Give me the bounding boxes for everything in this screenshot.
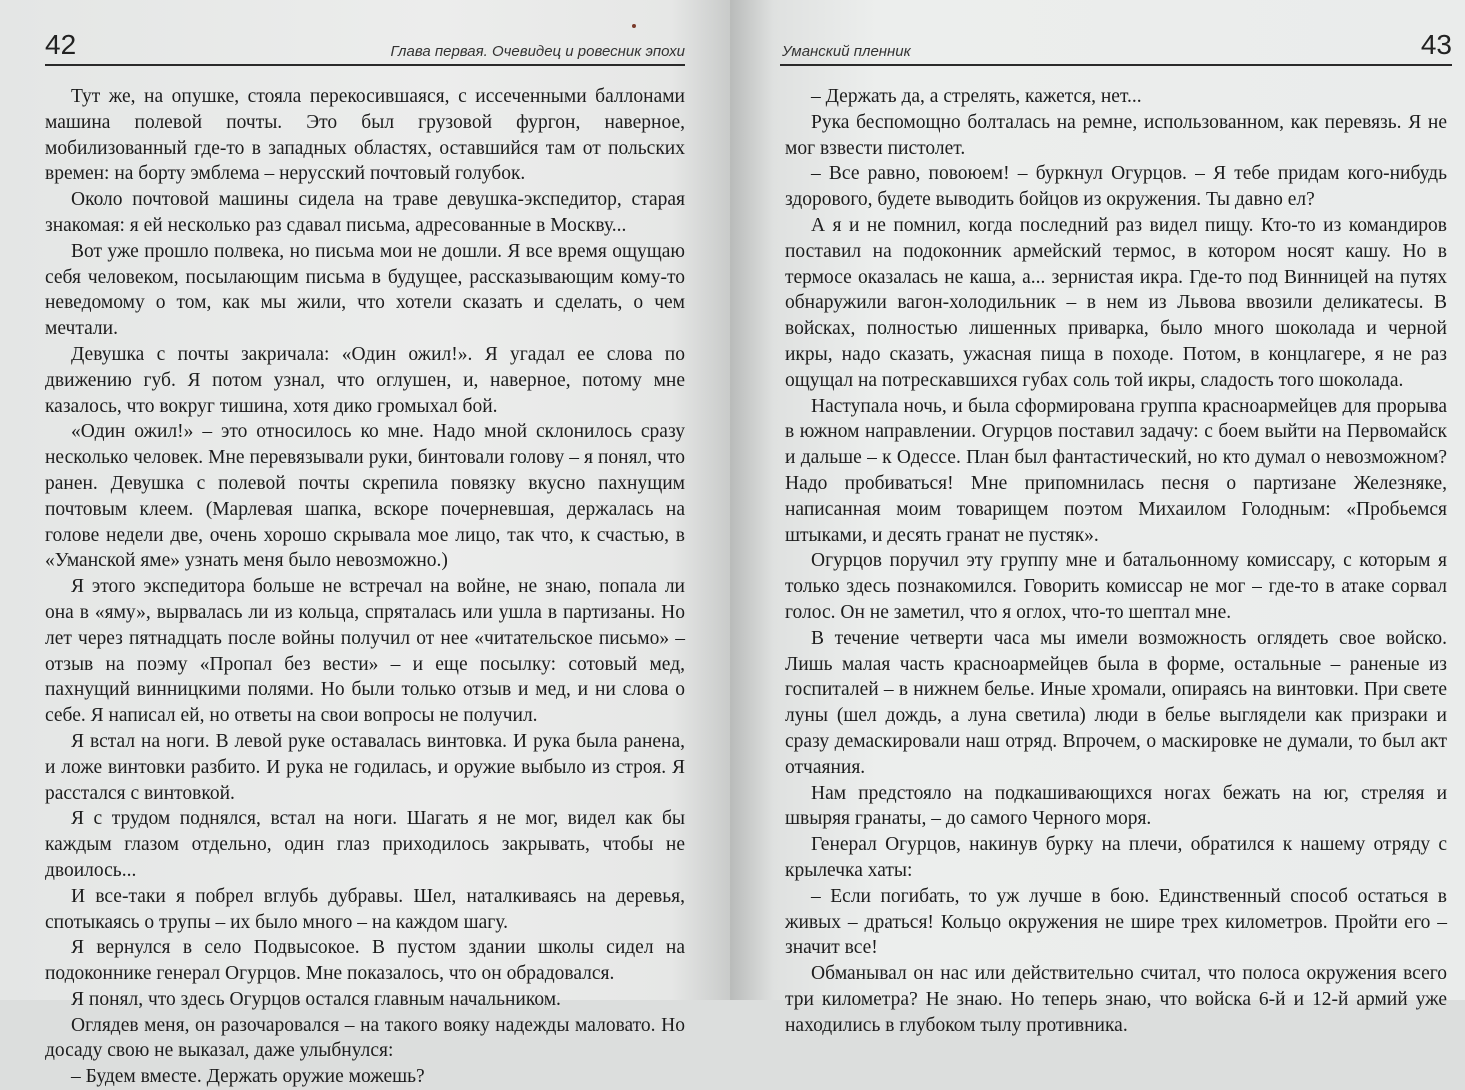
running-head-right (780, 22, 1452, 66)
paragraph: Генерал Огурцов, накинув бурку на плечи, обратился к нашему отряду с крылечка хаты: (785, 834, 1447, 881)
right-page (730, 0, 1465, 1036)
left-page-text (45, 84, 685, 1090)
page-number-right: 43 (1420, 29, 1452, 60)
paragraph: «Один ожил!» – это относилось ко мне. Надо мной склонилось сразу несколько человек. Мне перевязывали руки, бинтовали голову – я понял, что ранен. Девушка с полевой почты скрепила повязку вкусно пахнущим почтовым клеем. (Марлевая шапка, вскоре почерневшая, держалась на голове недели две, очень хорошо скрывала мое лицо, так что, к счастью, в «Уманской яме» узнать меня было невозможно.) (45, 421, 685, 572)
paragraph: Я понял, что здесь Огурцов остался главным начальником. (71, 988, 561, 1010)
paragraph: А я и не помнил, когда последний раз видел пищу. Кто-то из командиров поставил на подоконник армейский термос, в котором носят кашу. Но в термосе оказалась не каша, а... зернистая икра. Где-то под Винницей на путях обнаружили вагон-холодильник – в нем из Львова ввозили деликатесы. В войсках, полностью лишенных приварка, было много шоколада и черной икры, надо сказать, ужасная пища в походе. Потом, в концлагере, я не раз ощущал на потрескавшихся губах соль той икры, сладость того шоколада. (785, 214, 1447, 391)
paragraph: – Все равно, повоюем! – буркнул Огурцов. – Я тебе придам кого-нибудь здорового, будете выводить бойцов из окружения. Ты давно ел? (785, 163, 1447, 211)
paragraph: Я встал на ноги. В левой руке оставалась винтовка. И рука была ранена, и ложе винтовки разбито. И рука не годилась, и оружие выбыло из строя. Я расстался с винтовкой. (45, 730, 685, 804)
paragraph: Рука беспомощно болталась на ремне, использованном, как перевязь. Я не мог взвести пистолет. (785, 111, 1447, 159)
paragraph: И все-таки я побрел вглубь дубравы. Шел, наталкиваясь на деревья, спотыкаясь о трупы – их было много – на каждом шагу. (45, 885, 685, 933)
paragraph: Девушка с почты закричала: «Один ожил!». Я угадал ее слова по движению губ. Я потом узнал, что оглушен, и, наверное, потому мне казалось, что вокруг тишина, хотя дико громыхал бой. (45, 343, 685, 417)
paragraph: Я с трудом поднялся, встал на ноги. Шагать я не мог, видел как бы каждым глазом отдельно, один глаз приходилось закрывать, чтобы не двоилось... (45, 808, 685, 881)
paragraph: В течение четверти часа мы имели возможность оглядеть свое войско. Лишь малая часть красноармейцев была в форме, остальные – раненые из госпиталей – в нижнем белье. Иные хромали, опираясь на винтовки. При свете луны (шел дождь, а луна светила) люди в белье выглядели как призраки и сразу демаскировали наш отряд. Впрочем, о маскировке не думали, то был акт отчаяния. (785, 627, 1447, 778)
chapter-title: Глава первая. Очевидец и ровесник эпохи (390, 43, 685, 60)
paragraph: Оглядев меня, он разочаровался – на такого вояку надежды маловато. Но досаду свою не выказал, даже улыбнулся: (45, 1014, 685, 1062)
paragraph: Огурцов поручил эту группу мне и батальонному комиссару, с которым я только здесь познакомился. Говорить комиссар не мог – где-то в атаке сорвал голос. Он не заметил, что я оглох, что-то шептал мне. (785, 550, 1447, 623)
paragraph: Вот уже прошло полвека, но письма мои не дошли. Я все время ощущаю себя человеком, посылающим письма в будущее, рассказывающим кому-то неведомому о том, как мы жили, что хотели сказать и сделать, о чем мечтали. (45, 240, 685, 340)
paragraph: – Держать да, а стрелять, кажется, нет... (811, 86, 1142, 107)
page-number-left: 42 (45, 29, 77, 60)
running-head-left (45, 22, 685, 66)
left-page (0, 0, 730, 1088)
paragraph: – Будем вместе. Держать оружие можешь? (71, 1066, 425, 1088)
paragraph: Наступала ночь, и была сформирована группа красноармейцев для прорыва в южном направлении. Огурцов поставил задачу: с боем выйти на Первомайск и дальше – к Одессе. План был фантастический, но кто думал о невозможном? Надо пробиваться! Мне припомнилась песня о партизане Железняке, написанная моим товарищем поэтом Михаилом Голодным: «Пробьемся штыками, и десять гранат не пустяк». (785, 395, 1447, 546)
paragraph: Я этого экспедитора больше не встречал на войне, не знаю, попала ли она в «яму», вырвалась ли из кольца, спряталась или ушла в партизаны. Но лет через пятнадцать после войны получил от нее «читательское письмо» – отзыв на поэму «Пропал без вести» – и еще посылку: сотовый мед, пахнущий винницкими полями. Но были только отзыв и мед, и ни слова о себе. Я написал ей, но ответы на свои вопросы не получил. (45, 576, 685, 727)
paragraph: Около почтовой машины сидела на траве девушка-экспедитор, старая знакомая: я ей несколько раз сдавал письма, адресованные в Москву... (45, 189, 685, 236)
section-title: Уманский пленник (782, 43, 911, 60)
paragraph: – Если погибать, то уж лучше в бою. Единственный способ остаться в живых – драться! Кольцо окружения не шире трех километров. Пройти его – значит все! (785, 885, 1447, 959)
paragraph: Обманывал он нас или действительно считал, что полоса окружения всего три километра? Не знаю. Но теперь знаю, что войска 6-й и 12-й армий уже находились в глубоком тылу противника. (785, 963, 1447, 1036)
paragraph: Нам предстояло на подкашивающихся ногах бежать на юг, стреляя и швыряя гранаты, – до самого Черного моря. (785, 782, 1447, 830)
paragraph: Я вернулся в село Подвысокое. В пустом здании школы сидел на подоконнике генерал Огурцов. Мне показалось, что он обрадовался. (45, 937, 685, 985)
paragraph: Тут же, на опушке, стояла перекосившаяся, с иссеченными баллонами машина полевой почты. Это был грузовой фургон, наверное, мобилизованный где-то в западных областях, оставшийся там от польских времен: на борту эмблема – нерусский почтовый голубок. (45, 86, 685, 185)
right-page-text (785, 84, 1447, 1038)
